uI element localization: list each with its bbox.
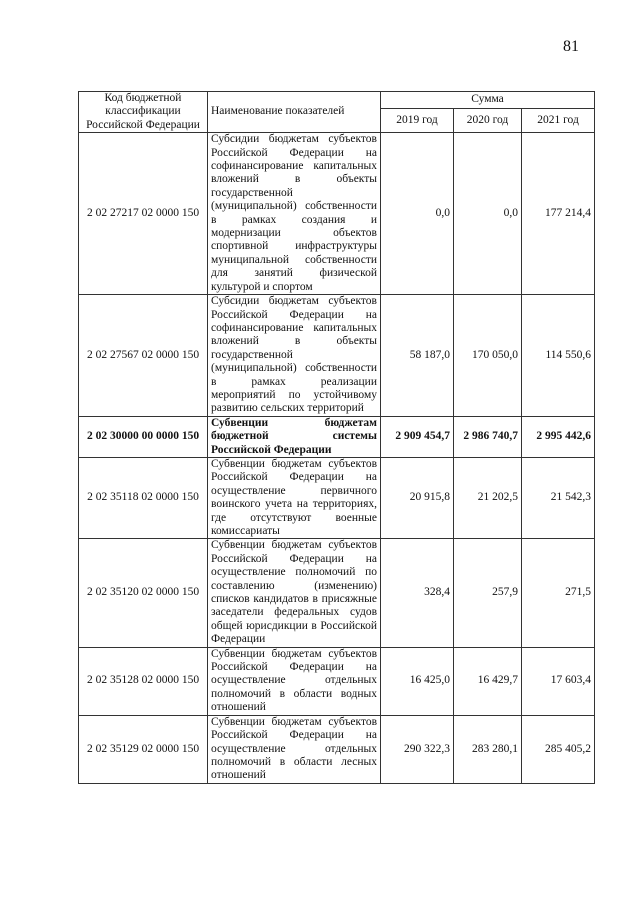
value-2019-cell: 0,0: [381, 133, 454, 295]
name-cell: Субсидии бюджетам субъектов Российской Федерации на софинансирование капитальных вложений в объекты государственной (муниципальной) собственности в рамках реализации мероприятий по устойчивому развитию сельских территорий: [208, 295, 381, 417]
code-cell: 2 02 35120 02 0000 150: [79, 539, 208, 647]
name-cell: Субвенции бюджетам субъектов Российской Федерации на осуществление первичного воинского учета на территориях, где отсутствуют военные комиссариаты: [208, 457, 381, 538]
name-cell: Субвенции бюджетам субъектов Российской Федерации на осуществление полномочий по составлению (изменению) списков кандидатов в присяжные заседатели федеральных судов общей юрисдикции в Российской Федерации: [208, 539, 381, 647]
value-2021-cell: 285 405,2: [522, 715, 595, 783]
table-row: [79, 457, 595, 538]
budget-table: [78, 91, 595, 784]
value-2020-cell: 16 429,7: [454, 647, 522, 715]
value-2020-cell: 21 202,5: [454, 457, 522, 538]
value-2020-cell: 2 986 740,7: [454, 416, 522, 457]
code-cell: 2 02 35129 02 0000 150: [79, 715, 208, 783]
value-2021-cell: 17 603,4: [522, 647, 595, 715]
value-2021-cell: 21 542,3: [522, 457, 595, 538]
value-2020-cell: 257,9: [454, 539, 522, 647]
header-year-2019: 2019 год: [381, 109, 454, 133]
table-row: [79, 416, 595, 457]
value-2020-cell: 0,0: [454, 133, 522, 295]
code-cell: 2 02 30000 00 0000 150: [79, 416, 208, 457]
value-2021-cell: 177 214,4: [522, 133, 595, 295]
value-2019-cell: 20 915,8: [381, 457, 454, 538]
code-cell: 2 02 35128 02 0000 150: [79, 647, 208, 715]
value-2019-cell: 58 187,0: [381, 295, 454, 417]
header-sum: Сумма: [381, 92, 595, 109]
name-cell: Субвенции бюджетам субъектов Российской Федерации на осуществление отдельных полномочий в области водных отношений: [208, 647, 381, 715]
value-2019-cell: 16 425,0: [381, 647, 454, 715]
value-2019-cell: 290 322,3: [381, 715, 454, 783]
name-cell: Субвенции бюджетам бюджетной системы Российской Федерации: [208, 416, 381, 457]
value-2019-cell: 328,4: [381, 539, 454, 647]
value-2019-cell: 2 909 454,7: [381, 416, 454, 457]
code-cell: 2 02 27217 02 0000 150: [79, 133, 208, 295]
header-year-2021: 2021 год: [522, 109, 595, 133]
table-row: [79, 133, 595, 295]
header-name: Наименование показателей: [208, 92, 381, 133]
code-cell: 2 02 27567 02 0000 150: [79, 295, 208, 417]
code-cell: 2 02 35118 02 0000 150: [79, 457, 208, 538]
value-2021-cell: 2 995 442,6: [522, 416, 595, 457]
name-cell: Субсидии бюджетам субъектов Российской Федерации на софинансирование капитальных вложений в объекты государственной (муниципальной) собственности в рамках создания и модернизации объектов спортивной инфраструктуры муниципальной собственности для занятий физической культурой и спортом: [208, 133, 381, 295]
table-body: [79, 133, 595, 784]
table-row: [79, 295, 595, 417]
page-number: 81: [563, 38, 579, 55]
value-2020-cell: 170 050,0: [454, 295, 522, 417]
value-2020-cell: 283 280,1: [454, 715, 522, 783]
header-year-2020: 2020 год: [454, 109, 522, 133]
value-2021-cell: 271,5: [522, 539, 595, 647]
table-row: [79, 647, 595, 715]
table-row: [79, 715, 595, 783]
table-row: [79, 539, 595, 647]
name-cell: Субвенции бюджетам субъектов Российской Федерации на осуществление отдельных полномочий в области лесных отношений: [208, 715, 381, 783]
value-2021-cell: 114 550,6: [522, 295, 595, 417]
header-code: Код бюджетной классификации Российской Федерации: [79, 92, 208, 133]
